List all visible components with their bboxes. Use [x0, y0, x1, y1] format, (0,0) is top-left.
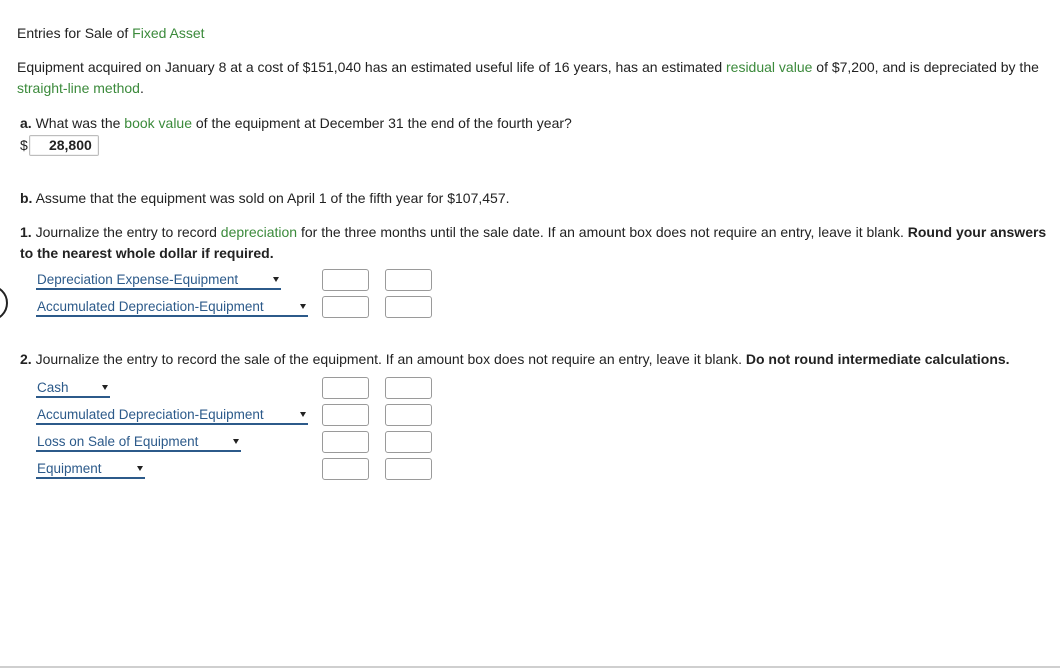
book-value-answer-field[interactable]: 28,800 — [29, 135, 99, 156]
journal2-row4-credit-field[interactable] — [385, 458, 432, 480]
problem-intro — [17, 57, 1042, 99]
question-1-text-1: Journalize the entry to record — [31, 224, 221, 240]
page-title — [17, 25, 205, 41]
journal2-row3-account: Loss on Sale of Equipment — [37, 434, 199, 449]
chevron-down-icon — [300, 412, 306, 417]
journal2-row2-account: Accumulated Depreciation-Equipment — [37, 407, 264, 422]
chevron-down-icon — [102, 385, 108, 390]
journal2-row2-debit-field[interactable] — [322, 404, 369, 426]
question-1-marker: 1. — [20, 224, 32, 240]
journal2-row4-account-select[interactable] — [36, 461, 145, 479]
journal1-row2-debit-field[interactable] — [322, 296, 369, 318]
straight-line-method-link[interactable]: straight-line method — [17, 80, 140, 96]
question-2-instruction: Do not round intermediate calculations. — [745, 351, 1010, 367]
question-a — [20, 115, 572, 131]
intro-text-3: . — [139, 80, 144, 96]
journal1-row1-credit-field[interactable] — [385, 269, 432, 291]
chevron-down-icon — [273, 277, 279, 282]
journal2-row3-credit-field[interactable] — [385, 431, 432, 453]
fixed-asset-link[interactable]: Fixed Asset — [132, 25, 205, 41]
journal2-row1-debit-field[interactable] — [322, 377, 369, 399]
journal1-row2-account-select[interactable] — [36, 299, 308, 317]
partial-circle-icon — [0, 285, 8, 321]
chevron-down-icon — [137, 466, 143, 471]
question-a-answer-row — [20, 134, 99, 156]
question-a-text-2: of the equipment at December 31 the end of the fourth year? — [192, 115, 572, 131]
question-a-marker: a. — [20, 115, 32, 131]
question-b — [20, 190, 510, 206]
journal1-row2-account: Accumulated Depreciation-Equipment — [37, 299, 264, 314]
intro-text-2: of $7,200, and is depreciated by the — [812, 59, 1039, 75]
title-prefix: Entries for Sale of — [17, 25, 133, 41]
question-1-text-2: for the three months until the sale date. If an amount box does not require an entry, leave it blank. — [297, 224, 908, 240]
journal2-row4-account: Equipment — [37, 461, 102, 476]
chevron-down-icon — [233, 439, 239, 444]
journal2-row2-account-select[interactable] — [36, 407, 308, 425]
residual-value-link[interactable]: residual value — [726, 59, 813, 75]
journal2-row4-debit-field[interactable] — [322, 458, 369, 480]
question-b-marker: b. — [20, 190, 33, 206]
journal2-row3-debit-field[interactable] — [322, 431, 369, 453]
question-b-text: Assume that the equipment was sold on April 1 of the fifth year for $107,457. — [32, 190, 510, 206]
currency-symbol: $ — [20, 137, 28, 153]
journal2-row1-account: Cash — [37, 380, 69, 395]
chevron-down-icon — [300, 304, 306, 309]
question-2 — [20, 351, 1050, 367]
journal1-row2-credit-field[interactable] — [385, 296, 432, 318]
journal1-row1-account-select[interactable] — [36, 272, 281, 290]
question-a-text-1: What was the — [31, 115, 125, 131]
question-1 — [20, 222, 1050, 264]
journal2-row2-credit-field[interactable] — [385, 404, 432, 426]
question-1-instruction: Round your answers to the nearest whole dollar if required. — [20, 224, 1047, 261]
intro-text-1: Equipment acquired on January 8 at a cost of $151,040 has an estimated useful life of 16 years, has an estimated — [17, 59, 726, 75]
question-2-marker: 2. — [20, 351, 32, 367]
book-value-link[interactable]: book value — [124, 115, 192, 131]
journal1-row1-account: Depreciation Expense-Equipment — [37, 272, 239, 287]
journal2-row3-account-select[interactable] — [36, 434, 241, 452]
question-2-text: Journalize the entry to record the sale of the equipment. If an amount box does not require an entry, leave it blank. — [31, 351, 746, 367]
depreciation-link[interactable]: depreciation — [220, 224, 298, 240]
journal1-row1-debit-field[interactable] — [322, 269, 369, 291]
journal2-row1-account-select[interactable] — [36, 380, 110, 398]
journal2-row1-credit-field[interactable] — [385, 377, 432, 399]
